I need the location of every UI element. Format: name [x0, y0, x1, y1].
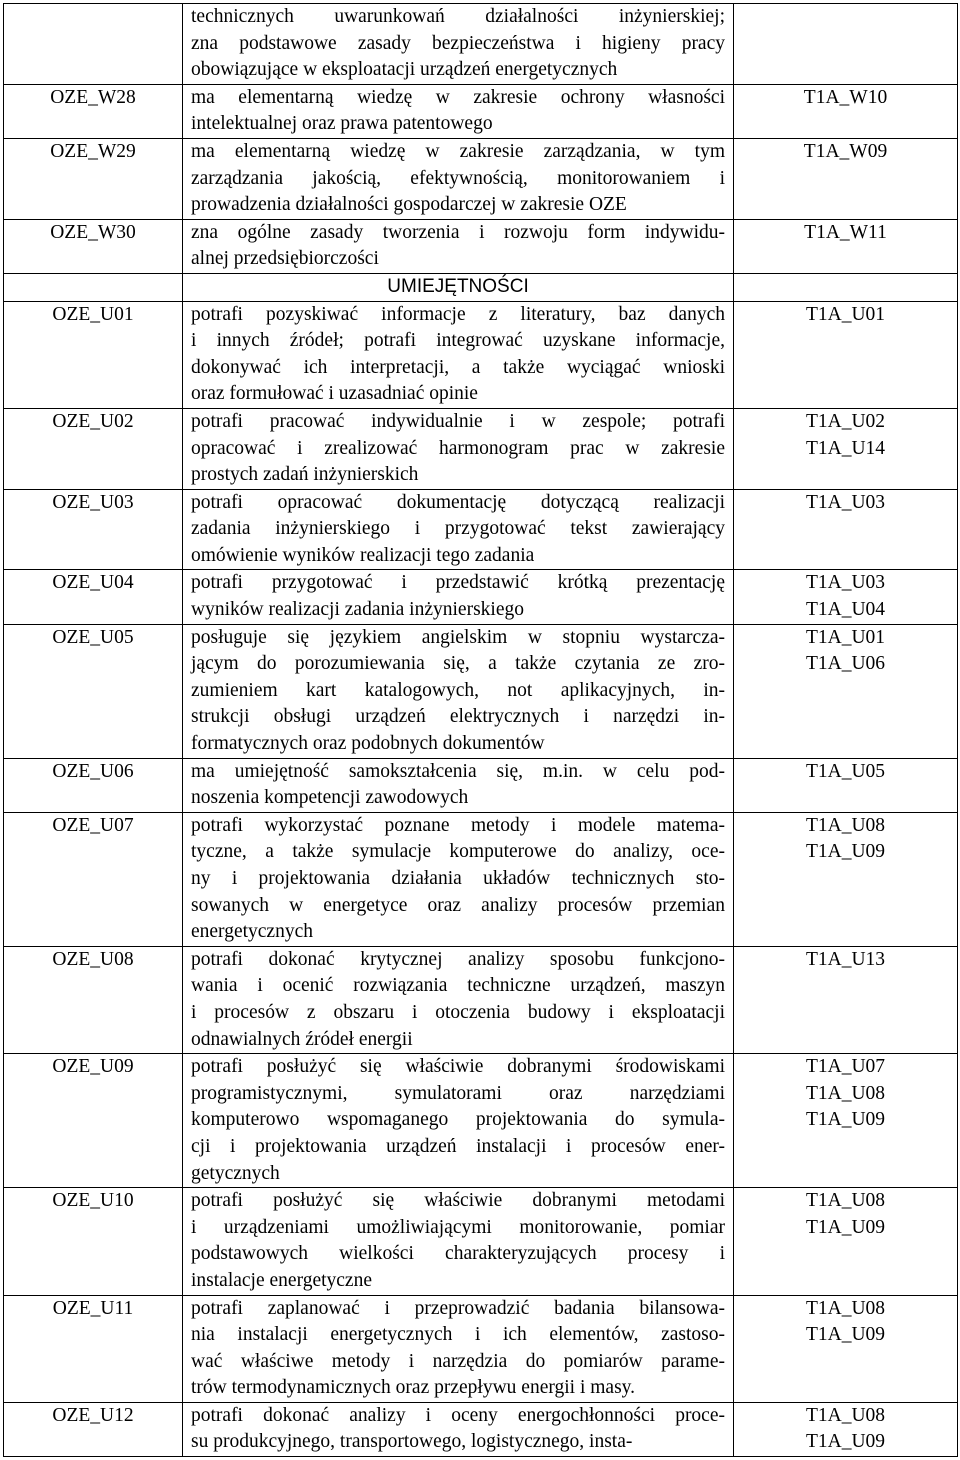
description-line: potrafi pozyskiwać informacje z literatury, baz danych	[191, 303, 725, 325]
table-row	[4, 489, 958, 570]
reference-code: T1A_U09	[805, 1324, 886, 1346]
table-row	[4, 812, 958, 946]
outcome-code: OZE_U08	[4, 946, 183, 1053]
description-line: zna podstawowe zasady bezpieczeństwa i higieny pracy	[191, 32, 725, 54]
table-row	[4, 946, 958, 1053]
reference-code: T1A_U09	[805, 1216, 886, 1238]
description-line: zarządzania jakością, efektywnością, monitorowaniem i	[191, 167, 725, 189]
description-line: cji i projektowania urządzeń instalacji i procesów ener-	[191, 1135, 725, 1157]
description-line: ma elementarną wiedzę w zakresie ochrony własności	[191, 86, 725, 108]
description-line: zumieniem kart katalogowych, not aplikacyjnych, in-	[191, 679, 725, 701]
outcome-description	[183, 4, 734, 85]
reference-code: T1A_U08	[805, 1404, 886, 1426]
reference-codes	[734, 219, 958, 273]
reference-code: T1A_W11	[804, 221, 887, 243]
description-line: potrafi dokonać krytycznej analizy sposobu funkcjono-	[191, 948, 725, 970]
description-line: potrafi posłużyć się właściwie dobranymi metodami	[191, 1190, 725, 1212]
reference-code: T1A_U09	[805, 1109, 886, 1131]
reference-codes	[734, 946, 958, 1053]
outcome-code: OZE_U04	[4, 570, 183, 624]
reference-code: T1A_U14	[805, 437, 886, 459]
outcome-description	[183, 1054, 734, 1188]
outcome-code: OZE_U10	[4, 1188, 183, 1295]
description-line: odnawialnych źródeł energii	[191, 1028, 413, 1050]
description-line: zna ogólne zasady tworzenia i rozwoju form indywidu-	[191, 221, 725, 243]
reference-code: T1A_W09	[803, 140, 888, 162]
outcome-description	[183, 84, 734, 138]
reference-code: T1A_U09	[805, 1431, 886, 1453]
reference-code: T1A_U08	[805, 814, 886, 836]
outcome-code: OZE_U11	[4, 1295, 183, 1402]
description-line: alnej przedsiębiorczości	[191, 248, 379, 270]
description-line: i procesów z obszaru i otoczenia budowy i eksploatacji	[191, 1001, 725, 1023]
description-line: potrafi opracować dokumentację dotyczącą realizacji	[191, 491, 725, 513]
description-line: jącym do porozumiewania się, a także czytania ze zro-	[191, 653, 725, 675]
outcome-code: OZE_U06	[4, 758, 183, 812]
outcome-code: OZE_W28	[4, 84, 183, 138]
table-row	[4, 1188, 958, 1295]
reference-codes	[734, 301, 958, 408]
reference-code: T1A_U03	[805, 572, 886, 594]
outcome-description	[183, 812, 734, 946]
reference-code: T1A_U01	[805, 303, 886, 325]
description-line: wać właściwe metody i narzędzia do pomiarów parame-	[191, 1350, 725, 1372]
reference-codes	[734, 84, 958, 138]
outcome-description	[183, 946, 734, 1053]
description-line: technicznych uwarunkowań działalności inżynierskiej;	[191, 6, 725, 27]
outcome-code: OZE_U02	[4, 408, 183, 489]
description-line: ma umiejętność samokształcenia się, m.in. w celu pod-	[191, 760, 725, 782]
reference-codes	[734, 570, 958, 624]
description-line: opracować i zrealizować harmonogram prac w zakresie	[191, 437, 725, 459]
description-line: potrafi dokonać analizy i oceny energochłonności proce-	[191, 1404, 725, 1426]
table-row	[4, 408, 958, 489]
description-line: ny i projektowania działania układów technicznych sto-	[191, 868, 725, 889]
reference-codes	[734, 408, 958, 489]
outcome-code: OZE_U01	[4, 301, 183, 408]
outcome-code: OZE_W29	[4, 138, 183, 219]
description-line: intelektualnej oraz prawa patentowego	[191, 113, 493, 135]
description-line: wania i ocenić rozwiązania techniczne urządzeń, maszyn	[191, 975, 725, 997]
reference-codes	[734, 812, 958, 946]
description-line: obowiązujące w eksploatacji urządzeń energetycznych	[191, 59, 618, 81]
description-line: i innych źródeł; potrafi integrować uzyskane informacje,	[191, 330, 725, 352]
reference-codes	[734, 758, 958, 812]
reference-code: T1A_U05	[805, 760, 886, 782]
description-line: potrafi zaplanować i przeprowadzić badania bilansowa-	[191, 1297, 725, 1319]
table-row	[4, 1402, 958, 1456]
description-line: noszenia kompetencji zawodowych	[191, 787, 469, 809]
description-line: wyników realizacji zadania inżynierskiego	[191, 599, 524, 621]
table-row	[4, 758, 958, 812]
reference-code: T1A_U13	[805, 948, 886, 970]
description-line: su produkcyjnego, transportowego, logistycznego, insta-	[191, 1431, 633, 1453]
description-line: potrafi pracować indywidualnie i w zespole; potrafi	[191, 410, 725, 432]
outcome-description	[183, 408, 734, 489]
reference-codes	[734, 1188, 958, 1295]
reference-code: T1A_U04	[805, 599, 886, 621]
description-line: sowanych w energetyce oraz analizy procesów przemian	[191, 894, 725, 916]
reference-codes	[734, 138, 958, 219]
reference-code: T1A_U08	[805, 1297, 886, 1319]
table-row	[4, 301, 958, 408]
table-row	[4, 1054, 958, 1188]
reference-code: T1A_U07	[805, 1056, 886, 1078]
description-line: podstawowych wielkości charakteryzujących procesy i	[191, 1243, 725, 1265]
description-line: potrafi przygotować i przedstawić krótką prezentację	[191, 572, 725, 594]
outcome-code: OZE_U05	[4, 624, 183, 758]
outcome-description	[183, 624, 734, 758]
outcome-code: OZE_U12	[4, 1402, 183, 1456]
table-row	[4, 570, 958, 624]
outcome-description	[183, 219, 734, 273]
reference-code: T1A_W10	[803, 86, 888, 108]
description-line: i urządzeniami umożliwiającymi monitorowanie, pomiar	[191, 1216, 725, 1238]
description-line: potrafi posłużyć się właściwie dobranymi środowiskami	[191, 1056, 725, 1078]
reference-code: T1A_U06	[805, 653, 886, 675]
table-row	[4, 84, 958, 138]
outcome-description	[183, 489, 734, 570]
description-line: posługuje się językiem angielskim w stopniu wystarcza-	[191, 626, 725, 648]
outcome-description	[183, 758, 734, 812]
description-line: oraz formułować i uzasadniać opinie	[191, 383, 478, 405]
reference-code: T1A_U08	[805, 1190, 886, 1212]
description-line: formatycznych oraz podobnych dokumentów	[191, 733, 545, 755]
description-line: nia instalacji energetycznych i ich elementów, zastoso-	[191, 1324, 725, 1346]
outcome-code	[4, 4, 183, 85]
learning-outcomes-table	[3, 3, 958, 1457]
knowledge-rows	[4, 4, 958, 274]
skills-rows	[4, 301, 958, 1457]
table-row	[4, 138, 958, 219]
reference-codes	[734, 1054, 958, 1188]
reference-code: T1A_U08	[805, 1082, 886, 1104]
outcome-description	[183, 1295, 734, 1402]
table-row	[4, 1295, 958, 1402]
outcome-code: OZE_U03	[4, 489, 183, 570]
description-line: dokonywać ich interpretacji, a także wyciągać wnioski	[191, 356, 725, 378]
description-line: potrafi wykorzystać poznane metody i modele matema-	[191, 814, 725, 836]
description-line: energetycznych	[191, 921, 313, 943]
outcome-description	[183, 301, 734, 408]
description-line: programistycznymi, symulatorami oraz narzędziami	[191, 1082, 725, 1104]
outcome-code: OZE_U09	[4, 1054, 183, 1188]
description-line: omówienie wyników realizacji tego zadania	[191, 544, 535, 566]
description-line: prowadzenia działalności gospodarczej w zakresie OZE	[191, 194, 627, 216]
description-line: trów termodynamicznych oraz przepływu energii i masy.	[191, 1377, 636, 1399]
description-line: komputerowo wspomaganego projektowania do symula-	[191, 1109, 725, 1131]
section-heading-row	[4, 273, 958, 301]
description-line: prostych zadań inżynierskich	[191, 464, 419, 486]
description-line: ma elementarną wiedzę w zakresie zarządzania, w tym	[191, 140, 725, 162]
reference-codes	[734, 1402, 958, 1456]
reference-codes	[734, 4, 958, 85]
outcome-description	[183, 1188, 734, 1295]
table-row	[4, 4, 958, 85]
reference-code: T1A_U09	[805, 841, 886, 863]
outcome-description	[183, 570, 734, 624]
reference-code: T1A_U02	[805, 410, 886, 432]
description-line: getycznych	[191, 1162, 280, 1184]
description-line: instalacje energetyczne	[191, 1269, 372, 1291]
description-line: tyczne, a także symulacje komputerowe do analizy, oce-	[191, 841, 725, 863]
section-heading: UMIEJĘTNOŚCI	[387, 275, 529, 297]
table-row	[4, 624, 958, 758]
outcome-description	[183, 138, 734, 219]
outcome-code: OZE_U07	[4, 812, 183, 946]
table-row	[4, 219, 958, 273]
outcome-code: OZE_W30	[4, 219, 183, 273]
reference-code: T1A_U03	[805, 491, 886, 513]
reference-codes	[734, 624, 958, 758]
reference-code: T1A_U01	[805, 626, 886, 648]
description-line: strukcji obsługi urządzeń elektrycznych i narzędzi in-	[191, 706, 725, 728]
outcome-description	[183, 1402, 734, 1456]
reference-codes	[734, 489, 958, 570]
description-line: zadania inżynierskiego i przygotować tekst zawierający	[191, 518, 725, 540]
reference-codes	[734, 1295, 958, 1402]
